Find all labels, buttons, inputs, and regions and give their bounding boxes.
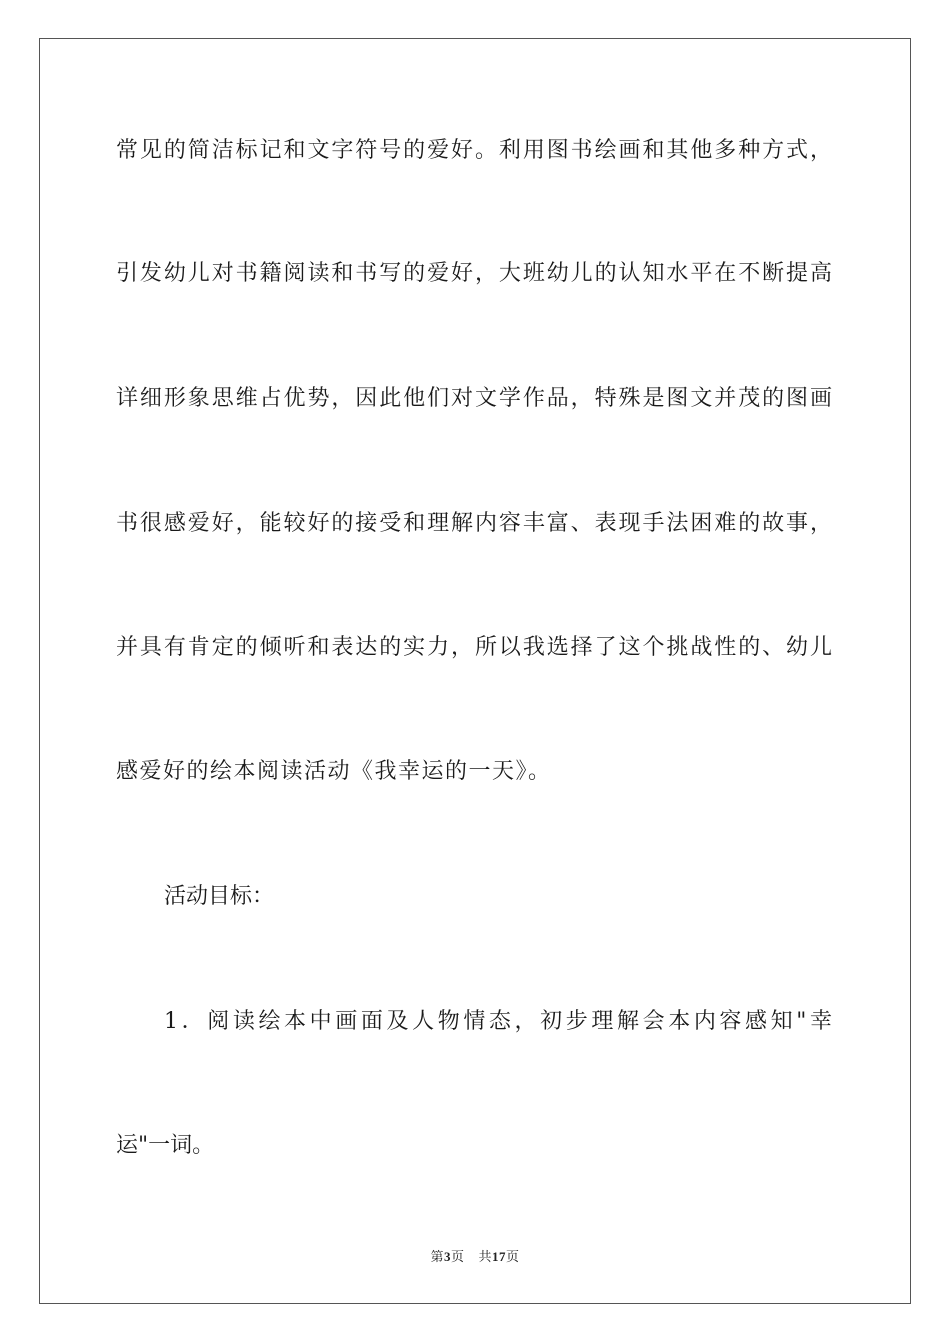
page-number: 3: [444, 1249, 452, 1264]
goal-item-1: 1．阅读绘本中画面及人物情态，初步理解会本内容感知"幸: [164, 1009, 832, 1034]
body-line-5: 并具有肯定的倾听和表达的实力，所以我选择了这个挑战性的、幼儿: [116, 635, 832, 660]
body-line-4: 书很感爱好，能较好的接受和理解内容丰富、表现手法困难的故事，: [116, 511, 832, 536]
page-frame: [39, 38, 911, 1304]
page-prefix: 第: [430, 1250, 445, 1265]
total-suffix: 页: [505, 1250, 520, 1265]
total-prefix: 共: [478, 1250, 492, 1265]
body-line-2: 引发幼儿对书籍阅读和书写的爱好，大班幼儿的认知水平在不断提高: [116, 261, 832, 286]
goal-item-1-continued: 运"一词。: [116, 1133, 215, 1158]
page-suffix: 页: [451, 1250, 465, 1265]
page-footer: [0, 1246, 950, 1265]
body-line-6: 感爱好的绘本阅读活动《我幸运的一天》。: [116, 759, 552, 784]
total-pages: 17: [491, 1249, 506, 1264]
body-line-3: 详细形象思维占优势，因此他们对文学作品，特殊是图文并茂的图画: [116, 386, 832, 411]
body-line-1: 常见的简洁标记和文字符号的爱好。利用图书绘画和其他多种方式，: [116, 138, 832, 163]
section-heading: 活动目标：: [164, 884, 275, 909]
